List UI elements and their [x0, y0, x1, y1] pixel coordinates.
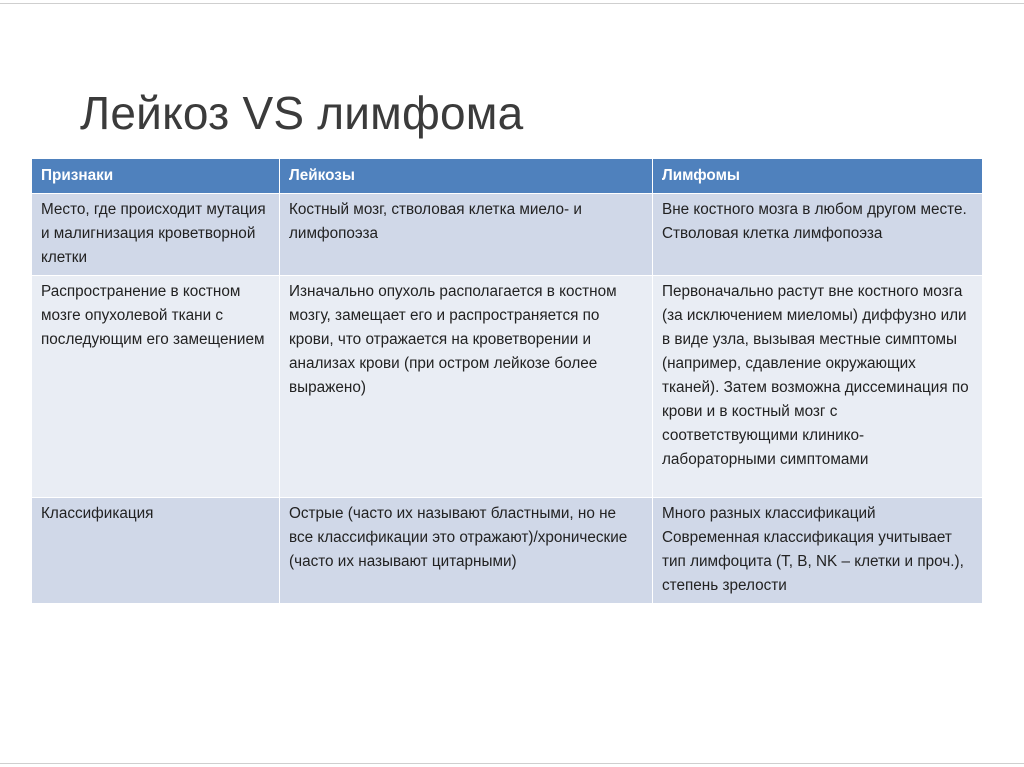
table-header-row	[32, 159, 983, 194]
comparison-table	[31, 159, 983, 604]
cell-lymphoma: Вне костного мозга в любом другом месте. Стволовая клетка лимфопоэза	[653, 194, 983, 276]
header-features: Признаки	[32, 159, 280, 194]
table-row	[32, 276, 983, 498]
cell-leukemia: Острые (часто их называют бластными, но не все классификации это отражают)/хронические (часто их называют цитарными)	[280, 498, 653, 604]
header-leukemia: Лейкозы	[280, 159, 653, 194]
header-lymphoma: Лимфомы	[653, 159, 983, 194]
cell-leukemia: Костный мозг, стволовая клетка миело- и лимфопоэза	[280, 194, 653, 276]
cell-lymphoma: Много разных классификаций Современная классификация учитывает тип лимфоцита (T, B, NK – клетки и проч.), степень зрелости	[653, 498, 983, 604]
table-row	[32, 194, 983, 276]
table-row	[32, 498, 983, 604]
cell-feature: Место, где происходит мутация и малигнизация кроветворной клетки	[32, 194, 280, 276]
slide-bottom-border	[0, 763, 1024, 764]
cell-leukemia: Изначально опухоль располагается в костном мозгу, замещает его и распространяется по крови, что отражается на кроветворении и анализах крови (при остром лейкозе более выражено)	[280, 276, 653, 498]
cell-feature: Классификация	[32, 498, 280, 604]
cell-lymphoma: Первоначально растут вне костного мозга (за исключением миеломы) диффузно или в виде узла, вызывая местные симптомы (например, сдавление окружающих тканей). Затем возможна диссеминация по крови и в костный мозг с соответствующими клинико-лабораторными симптомами	[653, 276, 983, 498]
slide-top-border	[0, 3, 1024, 4]
cell-feature: Распространение в костном мозге опухолевой ткани с последующим его замещением	[32, 276, 280, 498]
slide-title: Лейкоз VS лимфома	[80, 87, 524, 139]
